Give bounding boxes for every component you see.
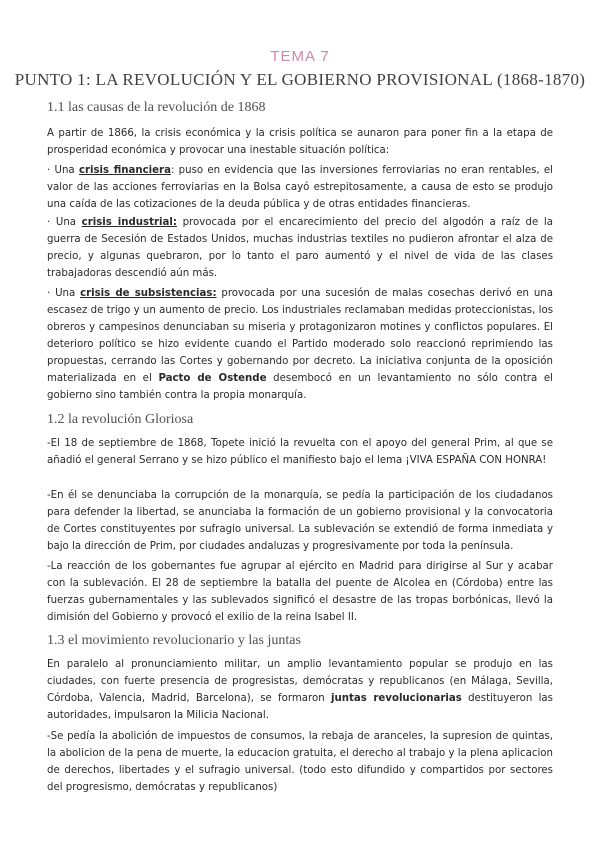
- gloriosa-paragraph-1: -El 18 de septiembre de 1868, Topete inició la revuelta con el apoyo del general Prim, al que se añadió el general Serrano y se hizo público el manifiesto bajo el lema ¡VIVA ESPAÑA CON HONRA!: [47, 438, 553, 466]
- term-crisis-industrial: crisis industrial:: [81, 217, 177, 228]
- section1-intro: A partir de 1866, la crisis económica y la crisis política se aunaron para poner fin a la etapa de prosperidad económica y provocar una inestable situación política:: [47, 128, 553, 156]
- crisis-subsistencias-paragraph: [47, 285, 553, 404]
- term-pacto-ostende: Pacto de Ostende: [158, 373, 267, 384]
- juntas-text-b: destituyeron las autoridades, impulsaron la Milicia Nacional.: [47, 693, 553, 721]
- term-crisis-subsistencias: crisis de subsistencias:: [80, 288, 217, 299]
- gloriosa-paragraph-3: -La reacción de los gobernantes fue agrupar al ejército en Madrid para dirigirse al Sur y acabar con la sublevación. El 28 de septiembre la batalla del puente de Alcolea en (Córdoba) entre las fuerzas gubernamentales y las sublevados significó el desastre de las tropas borbónicas, llevó la dimisión del Gobierno y provocó el exilio de la reina Isabel II.: [47, 561, 553, 623]
- juntas-paragraph-1: [47, 656, 553, 724]
- term-juntas-revolucionarias: juntas revolucionarias: [330, 693, 462, 704]
- crisis-financiera-paragraph: [47, 162, 553, 213]
- crisis-financiera-text: : puso en evidencia que las inversiones ferroviarias no eran rentables, el valor de las acciones ferroviarias en la Bolsa cayó estrepitosamente, a causa de esto se produjo una caída de las cotizaciones de la deuda pública y de otras entidades financieras.: [47, 165, 553, 210]
- section-heading-1-3: 1.3 el movimiento revolucionario y las juntas: [47, 633, 301, 648]
- gloriosa-paragraph-2: -En él se denunciaba la corrupción de la monarquía, se pedía la participación de los ciudadanos para defender la libertad, se anunciaba la formación de un gobierno provisional y la convocatoria de Cortes constituyentes por sufragio universal. La sublevación se extendió de forma inmediata y bajo la dirección de Prim, por ciudades andaluzas y progresivamente por toda la península.: [47, 490, 553, 552]
- tema-label: TEMA 7: [270, 48, 330, 65]
- section-heading-1-2: 1.2 la revolución Gloriosa: [47, 412, 194, 427]
- crisis-subsistencias-text: provocada por una sucesión de malas cosechas derivó en una escasez de trigo y un aumento de precio. Los industriales reclamaban medidas proteccionistas, los obreros y campesinos denunciaban su miseria y protagonizaron motines y conflictos populares. El deterioro político se hizo evidente cuando el Partido moderado solo reaccionó reprimiendo las propuestas, cerrando las Cortes y gobernando por decreto. La iniciativa conjunta de la oposición materializada en el: [47, 288, 553, 384]
- crisis-industrial-paragraph: [47, 214, 553, 282]
- juntas-text-a: En paralelo al pronunciamiento militar, un amplio levantamiento popular se produjo en las ciudades, con fuerte presencia de progresistas, demócratas y republicanos (en Málaga, Sevilla, Córdoba, Valencia, Madrid, Barcelona), se formaron: [47, 659, 553, 704]
- pacto-ostende-text: desembocó en un levantamiento no sólo contra el gobierno sino también contra la propia monarquía.: [47, 373, 553, 401]
- bullet-prefix: · Una: [47, 288, 81, 299]
- crisis-industrial-text: provocada por el encarecimiento del precio del algodón a raíz de la guerra de Secesión de Estados Unidos, muchas industrias textiles no pudieron afrontar el alza de precio, y algunas quebraron, por lo tanto el paro aumentó y el nivel de vida de las clases trabajadoras descendió aún más.: [47, 217, 553, 279]
- bullet-prefix: · Una: [47, 217, 82, 228]
- juntas-paragraph-2: -Se pedía la abolición de impuestos de consumos, la rebaja de aranceles, la supresion de quintas, la abolicion de la pena de muerte, la educacion gratuita, el derecho al trabajo y la plena aplicacion de derechos, libertades y el sufragio universal. (todo esto difundido y compartidos por sectores del progresismo, demócratas y republicanos): [47, 731, 553, 793]
- page-title: PUNTO 1: LA REVOLUCIÓN Y EL GOBIERNO PROVISIONAL (1868-1870): [14, 70, 586, 89]
- section-heading-1-1: 1.1 las causas de la revolución de 1868: [47, 100, 266, 115]
- bullet-prefix: · Una: [47, 165, 79, 176]
- term-crisis-financiera: crisis financiera: [78, 165, 171, 176]
